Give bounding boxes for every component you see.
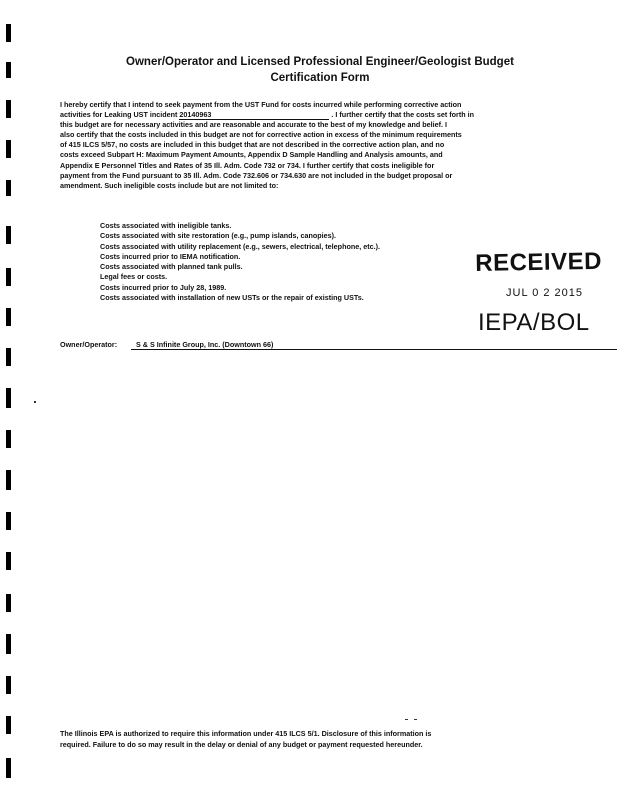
paragraph-line [60,110,560,120]
received-stamp-office: IEPA/BOL [478,309,590,336]
scan-speck [405,719,408,720]
binding-mark [6,62,11,78]
incident-number-field [179,111,329,120]
binding-mark [6,268,11,286]
paragraph-line: costs exceed Subpart H: Maximum Payment Amounts, Appendix D Sample Handling and Analysis amounts, and [60,150,443,160]
list-item: Costs incurred prior to IEMA notification. [100,251,241,261]
paragraph-line: also certify that the costs included in this budget are not for corrective action in excess of the minimum requirements [60,130,462,140]
list-item: Costs associated with ineligible tanks. [100,221,232,230]
scan-binding-marks [0,0,14,800]
received-stamp: RECEIVED [475,247,603,277]
received-stamp-date: JUL 0 2 2015 [506,287,584,299]
paragraph-line: this budget are for necessary activities and are reasonable and accurate to the best of my knowledge and belief. I [60,120,448,130]
scan-speck [34,401,36,403]
binding-mark [6,388,11,408]
owner-operator-row [60,338,560,352]
scan-speck [414,719,417,720]
incident-line-continuation: . I further certify that the costs set forth in [331,110,474,120]
binding-mark [6,430,11,448]
paragraph-line: of 415 ILCS 5/57, no costs are included in this budget that are not described in the corrective action plan, and no [60,140,445,150]
binding-mark [6,758,11,778]
owner-operator-value: S & S Infinite Group, Inc. (Downtown 66) [136,340,274,349]
binding-mark [6,348,11,366]
binding-mark [6,676,11,694]
binding-mark [6,716,11,734]
list-item: Costs associated with installation of new USTs or the repair of existing USTs. [100,293,364,303]
binding-mark [6,140,11,158]
certification-paragraph [60,100,560,191]
list-item: Costs associated with utility replacement (e.g., sewers, electrical, telephone, etc.). [100,241,381,251]
binding-mark [6,634,11,654]
owner-operator-underline [131,349,617,350]
binding-mark [6,470,11,490]
form-title-line: Owner/Operator and Licensed Professional Engineer/Geologist Budget [126,56,514,68]
binding-mark [6,308,11,326]
list-item: Costs associated with site restoration (e.g., pump islands, canopies). [100,231,337,241]
binding-mark [6,180,11,196]
form-title-line: Certification Form [270,72,370,84]
binding-mark [6,512,11,530]
binding-mark [6,100,11,118]
form-title [60,54,580,86]
incident-number: 20140963 [179,110,212,120]
binding-mark [6,594,11,612]
disclosure-line: required. Failure to do so may result in the delay or denial of any budget or payment requested hereunder. [60,739,423,749]
list-item: Costs incurred prior to July 28, 1989. [100,282,227,292]
disclosure-notice [60,729,560,750]
disclosure-line: The Illinois EPA is authorized to require this information under 415 ILCS 5/1. Disclosure of this information is [60,729,432,738]
paragraph-line: amendment. Such ineligible costs include but are not limited to: [60,180,279,190]
ineligible-costs-list [100,221,480,303]
list-item: Legal fees or costs. [100,272,168,282]
owner-operator-label: Owner/Operator: [60,340,118,349]
paragraph-line: Appendix E Personnel Titles and Rates of 35 Ill. Adm. Code 732 or 734. I further certify that costs ineligible for [60,160,435,170]
paragraph-line: payment from the Fund pursuant to 35 Ill. Adm. Code 732.606 or 734.630 are not included in the budget proposal or [60,170,453,180]
incident-label: activities for Leaking UST incident [60,110,178,120]
list-item: Costs associated with planned tank pulls. [100,262,243,272]
binding-mark [6,552,11,570]
paragraph-line: I hereby certify that I intend to seek payment from the UST Fund for costs incurred while performing corrective action [60,100,462,109]
binding-mark [6,226,11,244]
binding-mark [6,24,11,42]
